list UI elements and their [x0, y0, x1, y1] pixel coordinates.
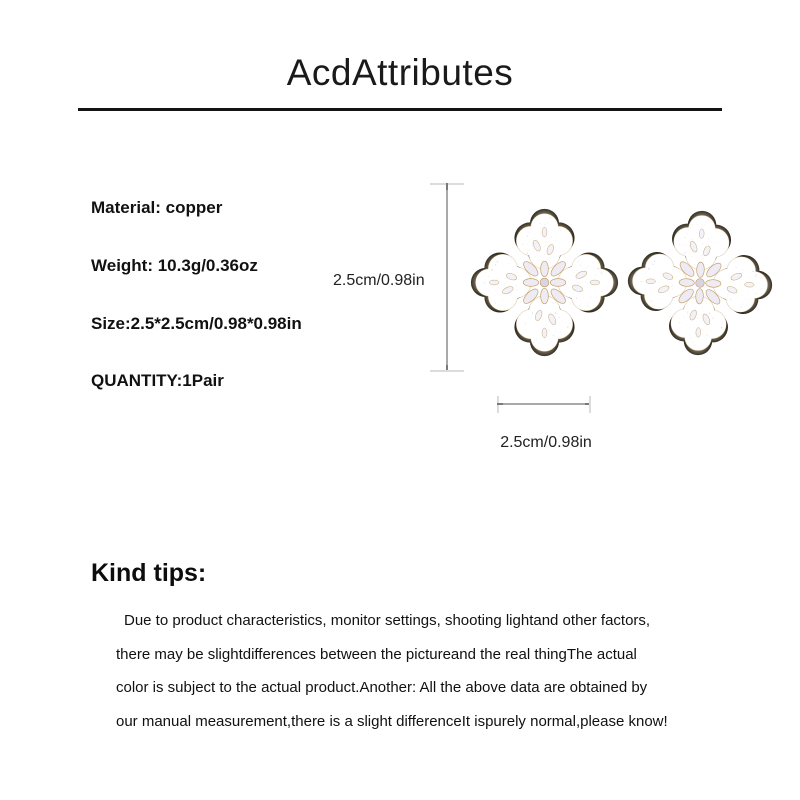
measure-tick-top — [446, 183, 448, 190]
title-divider — [78, 108, 722, 111]
vertical-measure-line — [430, 183, 464, 372]
attribute-size: Size:2.5*2.5cm/0.98*0.98in — [91, 314, 302, 333]
kind-tips-heading: Kind tips: — [91, 559, 207, 587]
kind-tips-paragraph — [116, 604, 701, 738]
attribute-material: Material: copper — [91, 198, 223, 217]
measure-cap-bottom — [430, 370, 464, 372]
measure-line-vertical — [446, 184, 448, 371]
measure-tick-left — [497, 403, 503, 405]
earring-image-right — [621, 204, 778, 361]
earring-image-left — [467, 205, 622, 360]
tips-line: our manual measurement,there is a slight differenceIt ispurely normal,please know! — [116, 712, 668, 730]
attribute-weight: Weight: 10.3g/0.36oz — [91, 256, 258, 275]
vertical-measure-label: 2.5cm/0.98in — [333, 272, 425, 289]
attribute-quantity: QUANTITY:1Pair — [91, 371, 224, 390]
page-title: AcdAttributes — [286, 52, 514, 93]
tips-line: color is subject to the actual product.Another: All the above data are obtained by — [116, 679, 648, 696]
tips-line: there may be slightdifferences between the pictureand the real thingThe actual — [116, 645, 637, 663]
horizontal-measure-label: 2.5cm/0.98in — [500, 434, 592, 451]
tips-line: Due to product characteristics, monitor settings, shooting lightand other factors, — [124, 612, 651, 629]
measure-cap-right — [589, 396, 591, 413]
measure-line-horizontal — [498, 403, 590, 405]
horizontal-measure-line — [497, 396, 591, 413]
